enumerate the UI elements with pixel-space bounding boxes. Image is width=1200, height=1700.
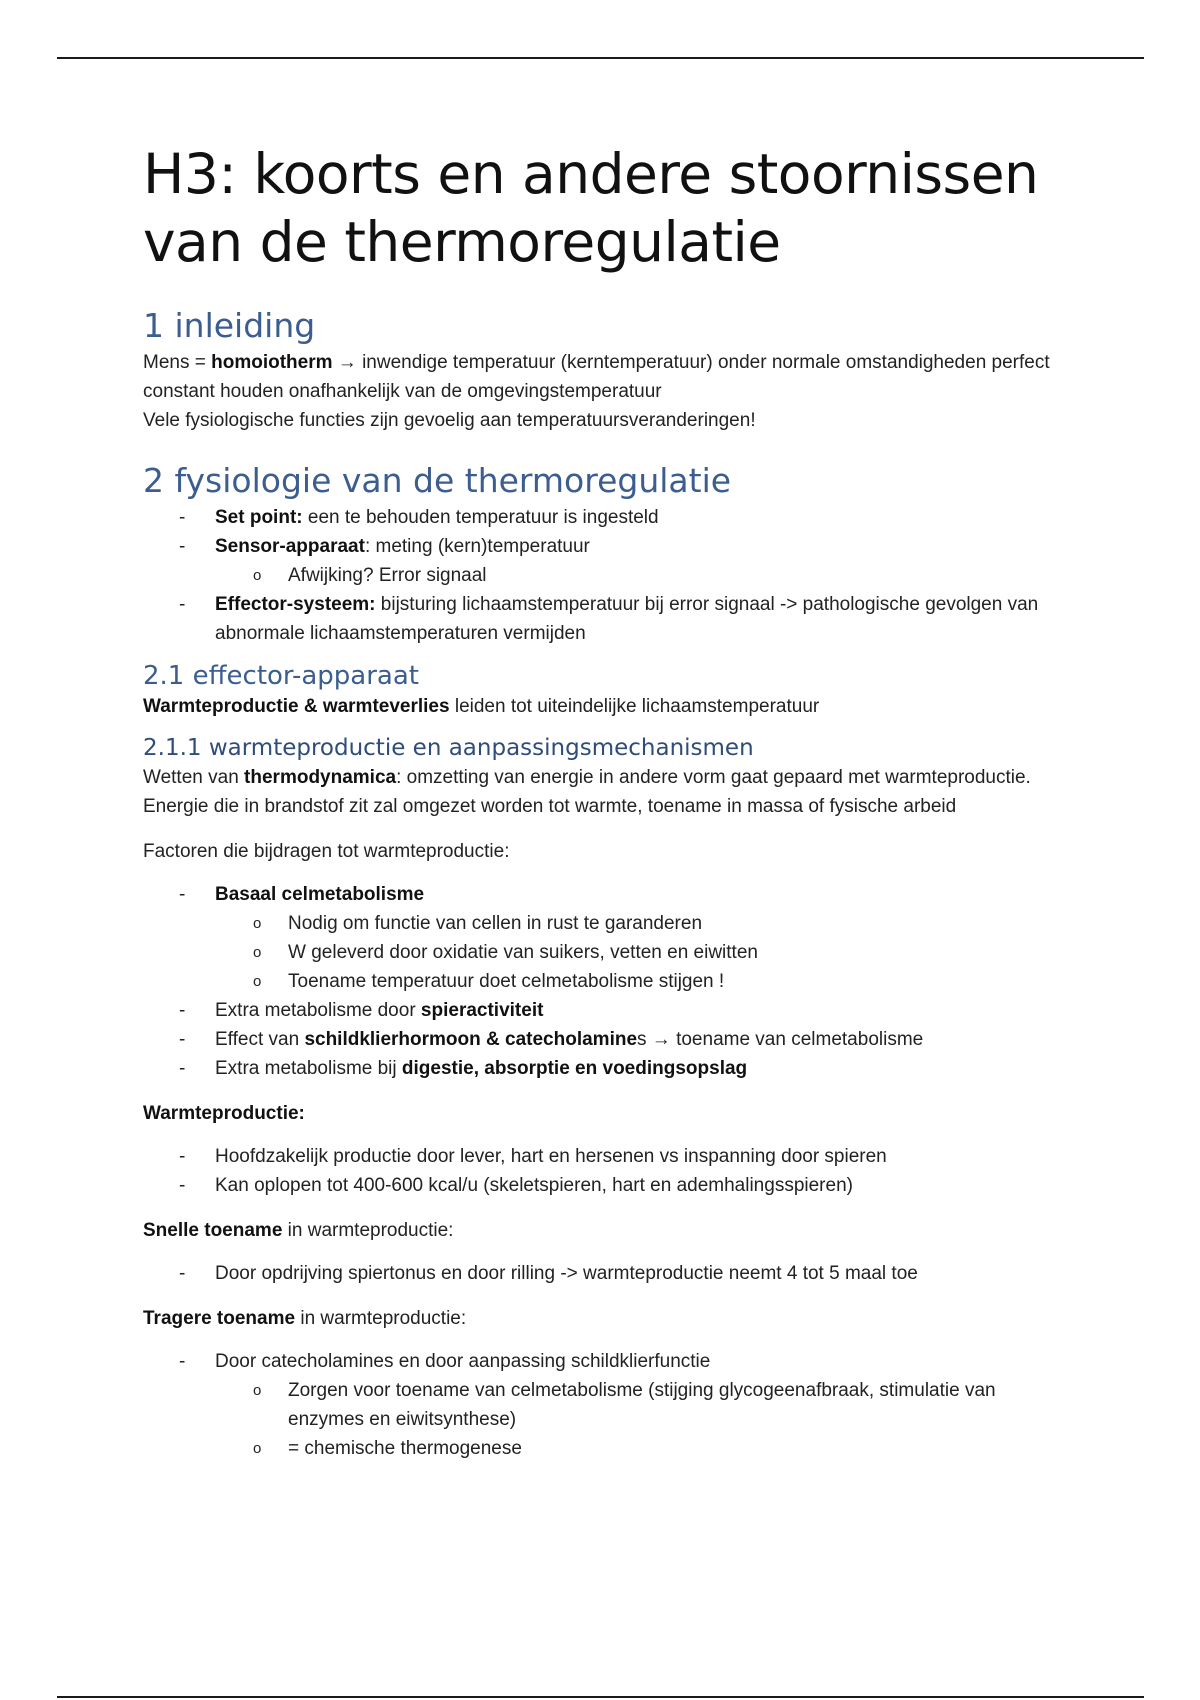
heading-effector-apparaat: 2.1 effector-apparaat [143, 661, 419, 691]
dash-bullet: - [179, 1263, 186, 1284]
snelle-toename-list [143, 1259, 1063, 1288]
heading-inleiding: 1 inleiding [143, 306, 316, 345]
tragere-toename-list [143, 1347, 1063, 1463]
thermodynamica-paragraph: Wetten van thermodynamica: omzetting van energie in andere vorm gaat gepaard met warmteproductie. Energie die in brandstof zit zal omgezet worden tot warmte, toename in massa of fysische arbeid [143, 767, 1031, 817]
circle-bullet: o [253, 915, 262, 932]
list-item: - Sensor-apparaat: meting (kern)temperatuur [143, 532, 1063, 561]
heading-warmteproductie: 2.1.1 warmteproductie en aanpassingsmechanismen [143, 735, 754, 761]
factoren-paragraph: Factoren die bijdragen tot warmteproductie: [143, 841, 510, 862]
list-subitem: o Nodig om functie van cellen in rust te garanderen [143, 909, 1063, 938]
dash-bullet: - [179, 1029, 186, 1050]
header-rule [57, 57, 1144, 59]
circle-bullet: o [253, 1382, 262, 1399]
list-item: - Extra metabolisme bij digestie, absorptie en voedingsopslag [143, 1054, 1063, 1083]
list-item: - Hoofdzakelijk productie door lever, hart en hersenen vs inspanning door spieren [143, 1142, 1063, 1171]
list-item: - Extra metabolisme door spieractiviteit [143, 996, 1063, 1025]
circle-bullet: o [253, 944, 262, 961]
circle-bullet: o [253, 567, 262, 584]
list-subitem: o = chemische thermogenese [143, 1434, 1063, 1463]
circle-bullet: o [253, 1440, 262, 1457]
warmteproductie-list [143, 1142, 1063, 1200]
fysiologie-list [143, 503, 1063, 648]
list-subitem: o Zorgen voor toename van celmetabolisme (stijging glycogeenafbraak, stimulatie van enzymes en eiwitsynthese) [143, 1376, 1063, 1434]
list-subitem: o Afwijking? Error signaal [143, 561, 1063, 590]
heading-fysiologie: 2 fysiologie van de thermoregulatie [143, 461, 732, 500]
list-subitem: o W geleverd door oxidatie van suikers, vetten en eiwitten [143, 938, 1063, 967]
document-title: H3: koorts en andere stoornissen van de thermoregulatie [143, 142, 1039, 274]
document-body [143, 140, 1063, 1463]
snelle-toename-label: Snelle toename in warmteproductie: [143, 1220, 454, 1241]
tragere-toename-label: Tragere toename in warmteproductie: [143, 1308, 467, 1329]
list-subitem: o Toename temperatuur doet celmetabolisme stijgen ! [143, 967, 1063, 996]
dash-bullet: - [179, 884, 186, 905]
list-item: - Door catecholamines en door aanpassing schildklierfunctie [143, 1347, 1063, 1376]
list-item: - Basaal celmetabolisme [143, 880, 1063, 909]
inleiding-paragraph-2: Vele fysiologische functies zijn gevoelig aan temperatuursveranderingen! [143, 410, 756, 431]
list-item: - Effect van schildklierhormoon & catecholamines → toename van celmetabolisme [143, 1025, 1063, 1054]
dash-bullet: - [179, 1000, 186, 1021]
factoren-list [143, 880, 1063, 1083]
dash-bullet: - [179, 1175, 186, 1196]
dash-bullet: - [179, 594, 186, 615]
inleiding-paragraph-1: Mens = homoiotherm → inwendige temperatuur (kerntemperatuur) onder normale omstandigheden perfect constant houden onafhankelijk van de omgevingstemperatuur [143, 352, 1050, 402]
list-item: - Set point: een te behouden temperatuur is ingesteld [143, 503, 1063, 532]
dash-bullet: - [179, 1146, 186, 1167]
dash-bullet: - [179, 507, 186, 528]
dash-bullet: - [179, 536, 186, 557]
effector-paragraph: Warmteproductie & warmteverlies leiden tot uiteindelijke lichaamstemperatuur [143, 696, 820, 717]
list-item: - Effector-systeem: bijsturing lichaamstemperatuur bij error signaal -> pathologische gevolgen van abnormale lichaamstemperaturen vermijden [143, 590, 1063, 648]
list-item: - Kan oplopen tot 400-600 kcal/u (skeletspieren, hart en ademhalingsspieren) [143, 1171, 1063, 1200]
dash-bullet: - [179, 1058, 186, 1079]
warmteproductie-label: Warmteproductie: [143, 1103, 305, 1124]
footer-rule [57, 1696, 1144, 1698]
list-item: - Door opdrijving spiertonus en door rilling -> warmteproductie neemt 4 tot 5 maal toe [143, 1259, 1063, 1288]
circle-bullet: o [253, 973, 262, 990]
dash-bullet: - [179, 1351, 186, 1372]
